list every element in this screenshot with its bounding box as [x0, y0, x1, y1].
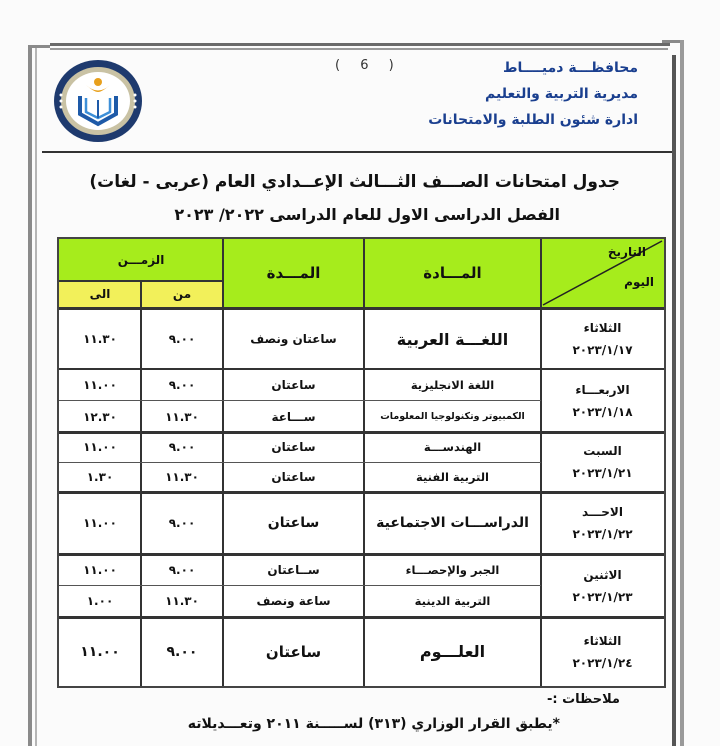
frame-border: [35, 48, 37, 746]
header-date: التاريخ: [607, 245, 646, 259]
department-name: ادارة شئون الطلبة والامتحانات: [428, 112, 638, 128]
day-name: السبت: [583, 444, 622, 458]
note-item: *يطبق القرار الوزاري (٣١٣) لســـــنة ٢٠١١ وتعـــديلاته: [187, 716, 560, 732]
exam-date: ٢٠٢٣/١/٢٤: [572, 655, 633, 670]
to-cell: ١٢.٣٠: [83, 409, 117, 424]
day-cell: [541, 369, 664, 432]
day-cell: [541, 617, 664, 686]
subject-cell: اللغة الانجليزية: [410, 378, 495, 392]
day-name: الثلاثاء: [583, 633, 622, 648]
header-divider: [42, 151, 672, 153]
header-to: الى: [59, 281, 141, 307]
from-cell: ٩.٠٠: [168, 562, 196, 577]
exam-date: ٢٠٢٣/١/٢٢: [572, 527, 633, 541]
day-name: الثلاثاء: [583, 321, 622, 335]
to-cell: ١١.٣٠: [83, 332, 117, 346]
grid-line: [59, 431, 664, 434]
day-cell: [541, 554, 664, 617]
header-date-day: [541, 239, 664, 307]
day-cell: [541, 432, 664, 492]
grid-line: [140, 281, 142, 686]
header-day: اليوم: [624, 275, 654, 289]
grid-line: [59, 491, 664, 494]
to-cell: ١١.٠٠: [83, 562, 117, 577]
to-cell: ١.٣٠: [86, 470, 114, 484]
subject-cell: اللغـــة العربية: [396, 329, 509, 349]
header-time: الزمـــن: [59, 239, 223, 281]
to-cell: ١١.٠٠: [83, 516, 117, 530]
grid-line: [59, 585, 541, 586]
duration-cell: ساعتان: [265, 642, 322, 661]
from-cell: ٩.٠٠: [166, 643, 198, 660]
ministry-logo-icon: [52, 58, 144, 144]
from-cell: ١١.٣٠: [165, 594, 199, 608]
frame-border: [28, 45, 32, 746]
frame-border: [50, 43, 670, 46]
subject-cell: التربية الدينية: [414, 594, 491, 608]
subject-cell: الدراســـات الاجتماعية: [376, 515, 529, 531]
schedule-title: جدول امتحانات الصـــف الثـــالث الإعــدادي العام (عربى - لغات): [89, 172, 620, 192]
duration-cell: ساعتان: [267, 515, 320, 531]
subject-cell: الجبر والإحصـــاء: [405, 562, 500, 577]
frame-border: [50, 48, 668, 50]
exam-schedule-table: [57, 237, 666, 688]
from-cell: ٩.٠٠: [168, 440, 196, 454]
exam-date: ٢٠٢٣/١/١٧: [572, 343, 633, 357]
governorate-name: محافظـــة دميــــاط: [502, 60, 638, 76]
letterhead: [428, 55, 638, 133]
from-cell: ٩.٠٠: [168, 378, 196, 392]
duration-cell: ساعتان ونصف: [250, 332, 337, 346]
from-cell: ٩.٠٠: [168, 332, 196, 346]
subject-cell: العلـــوم: [419, 642, 486, 661]
to-cell: ١١.٠٠: [83, 378, 117, 392]
grid-line: [59, 400, 541, 401]
header-duration: المـــدة: [223, 239, 364, 307]
exam-date: ٢٠٢٣/١/٢٣: [572, 589, 633, 604]
notes-label: ملاحظات :-: [546, 692, 620, 707]
day-name: الاحـــد: [582, 505, 623, 519]
to-cell: ١.٠٠: [86, 594, 114, 608]
duration-cell: ساعتان: [271, 378, 316, 392]
to-cell: ١١.٠٠: [80, 643, 120, 660]
page-number: ( 6 ): [335, 58, 402, 73]
duration-cell: ساعتان: [271, 470, 316, 484]
day-name: الاثنين: [583, 567, 622, 582]
header-subject: المـــادة: [364, 239, 541, 307]
header-from: من: [141, 281, 223, 307]
duration-cell: ساعة ونصف: [256, 594, 331, 608]
grid-line: [59, 553, 664, 556]
grid-line: [59, 616, 664, 619]
duration-cell: ساعتان: [271, 440, 316, 454]
day-cell: [541, 492, 664, 554]
duration-cell: ســاعتان: [267, 562, 320, 577]
subject-cell: التربية الفنية: [416, 470, 489, 484]
grid-line: [59, 307, 664, 310]
duration-cell: ســـاعة: [271, 409, 316, 424]
subject-cell: الهندســـة: [423, 440, 482, 454]
grid-line: [59, 368, 664, 370]
subject-cell: الكمبيوتر وتكنولوجيا المعلومات: [380, 411, 525, 422]
schedule-subtitle: الفصل الدراسى الاول للعام الدراسى ٢٠٢٢/ ٢٠٢٣: [174, 205, 560, 224]
from-cell: ٩.٠٠: [168, 516, 196, 530]
exam-date: ٢٠٢٣/١/٢١: [572, 466, 633, 480]
frame-border: [672, 55, 676, 746]
from-cell: ١١.٣٠: [165, 470, 199, 484]
exam-date: ٢٠٢٣/١/١٨: [572, 404, 633, 419]
to-cell: ١١.٠٠: [83, 440, 117, 454]
frame-border: [680, 40, 684, 746]
directorate-name: مديرية التربية والتعليم: [485, 86, 638, 102]
grid-line: [59, 280, 223, 282]
from-cell: ١١.٣٠: [165, 409, 199, 424]
grid-line: [59, 462, 541, 463]
day-cell: [541, 309, 664, 369]
day-name: الاربعـــاء: [575, 382, 630, 397]
